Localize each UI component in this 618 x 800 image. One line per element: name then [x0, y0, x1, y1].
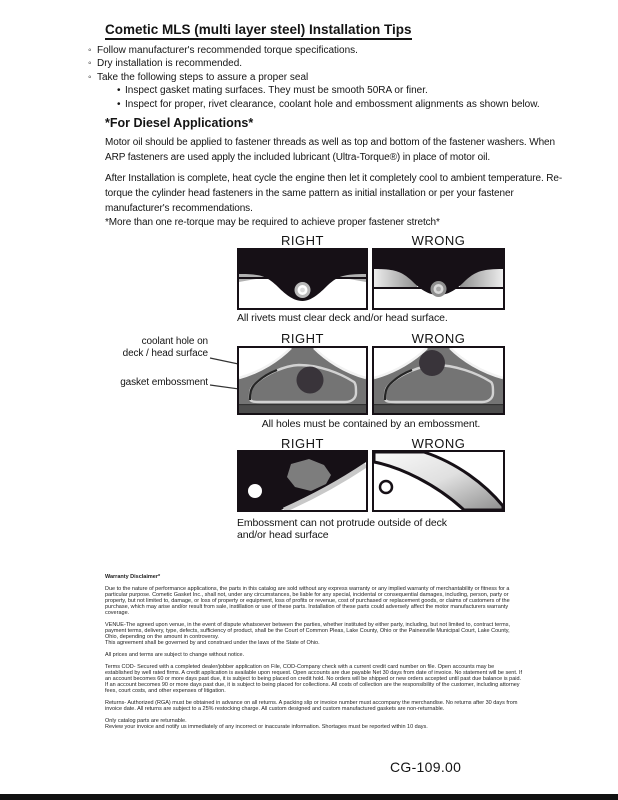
row3-wrong-label: WRONG	[411, 436, 466, 451]
gasket-embossment-label: gasket embossment	[120, 377, 208, 388]
hole-containment-right-diagram	[237, 346, 368, 415]
legal-paragraph: Review your invoice and notify us immediately of any incorrect or inaccurate information. Shortages must be reported within 10 days.	[105, 724, 428, 730]
legal-paragraph: Returns- Authorized (RGA) must be obtained in advance on all returns. A packing slip or invoice number must accompany the merchandise. No returns after 30 days from invoice date. All returns are subject to a 25% restocking charge. All custom designed and custom manufactured gaskets are non-returnable.	[105, 700, 518, 712]
protrusion-wrong-diagram	[372, 450, 505, 512]
hole-containment-wrong-diagram	[372, 346, 505, 415]
coolant-hole-label: coolant hole on deck / head surface	[122, 336, 208, 359]
sub-bullet-item: • Inspect for proper, rivet clearance, coolant hole and embossment alignments as shown below.	[117, 98, 578, 111]
bullet-item: ◦ Take the following steps to assure a proper seal	[88, 71, 578, 84]
row1-caption: All rivets must clear deck and/or head surface.	[237, 312, 448, 324]
diesel-applications-heading: *For Diesel Applications*	[105, 116, 254, 130]
rivet-clearance-wrong-diagram	[372, 248, 505, 310]
row2-caption: All holes must be contained by an embossment.	[261, 418, 481, 430]
tips-list	[88, 44, 578, 111]
row1-right-label: RIGHT	[281, 233, 324, 248]
diesel-paragraph-2: After Installation is complete, heat cycle the engine then let it completely cool to ambient temperature. Re-torque the cylinder head fasteners in the same pattern as initial installation or per your fastener manufacturer's recommendations.	[105, 173, 563, 214]
warranty-disclaimer-heading: Warranty Disclaimer*	[105, 574, 161, 580]
legal-paragraph: VENUE-The agreed upon venue, in the event of dispute whatsoever between the parties, whether instituted by either party, including, but not limited to, contract terms, payment terms, delivery, type, defects, sufficiency of product, shall be the Court of Common Pleas, Lake County, Ohio or the Painesville Municipal Court, Lake County, Ohio, depending on the amount in controversy.	[105, 622, 510, 640]
page-code: CG-109.00	[390, 759, 462, 775]
bullet-item: ◦ Follow manufacturer's recommended torque specifications.	[88, 44, 578, 57]
legal-paragraph: All prices and terms are subject to change without notice.	[105, 652, 245, 658]
bottom-scan-edge	[0, 794, 618, 800]
retorque-note: *More than one re-torque may be required to achieve proper fastener stretch*	[105, 217, 440, 228]
diesel-paragraph-1: Motor oil should be applied to fastener threads as well as top and bottom of the fastener washers. When ARP fasteners are used apply the included lubricant (Ultra-Torque®) in place of motor oil.	[105, 137, 555, 163]
legal-paragraph: Only catalog parts are returnable.	[105, 718, 187, 724]
rivet-clearance-right-diagram	[237, 248, 368, 310]
bullet-item: ◦ Dry installation is recommended.	[88, 57, 578, 70]
row3-right-label: RIGHT	[281, 436, 324, 451]
legal-paragraph: This agreement shall be governed by and construed under the laws of the State of Ohio.	[105, 640, 320, 646]
legal-paragraph: Due to the nature of performance applications, the parts in this catalog are sold without any express warranty or any implied warranty of merchantability or fitness for a particular purpose. Cometic Gasket Inc., shall not, under any circumstances, be liable for any special, incidental or consequential damages, including, person, party or property, but not limited to, damage, or loss of property or equipment, loss of profits or revenue, cost of purchased or replacement goods, or claims of customers of the purchase, which may arise and/or result from sale, instillation or use of these parts. Installation of these parts could adversely affect the motor manufacturers warranty coverage.	[105, 586, 510, 616]
legal-paragraph: Terms COD- Secured with a completed dealer/jobber application on File, COD-Company check with a current credit card number on file. Open accounts may be established by well rated firms. A credit application is available upon request. Open accounts are due payable Net 30 days from date of invoice. No statement will be sent. If an account becomes 60 or more days past due, it is subject to being placed on credit hold. No orders will be shipped or new orders accepted until past due balance is paid. If an account becomes 90 or more days past due, it is subject to being placed for collections. All costs of collection are the responsibility of the customer, including attorney fees, court costs, and other expenses of litigation.	[105, 664, 523, 694]
row1-wrong-label: WRONG	[411, 233, 466, 248]
sub-bullet-item: • Inspect gasket mating surfaces. They must be smooth 50RA or finer.	[117, 84, 578, 97]
row2-right-label: RIGHT	[281, 331, 324, 346]
protrusion-right-diagram	[237, 450, 368, 512]
row3-caption: Embossment can not protrude outside of deck and/or head surface	[237, 517, 447, 541]
warranty-disclaimer-block	[105, 574, 523, 730]
row2-wrong-label: WRONG	[411, 331, 466, 346]
page-title: Cometic MLS (multi layer steel) Installation Tips	[105, 22, 412, 40]
